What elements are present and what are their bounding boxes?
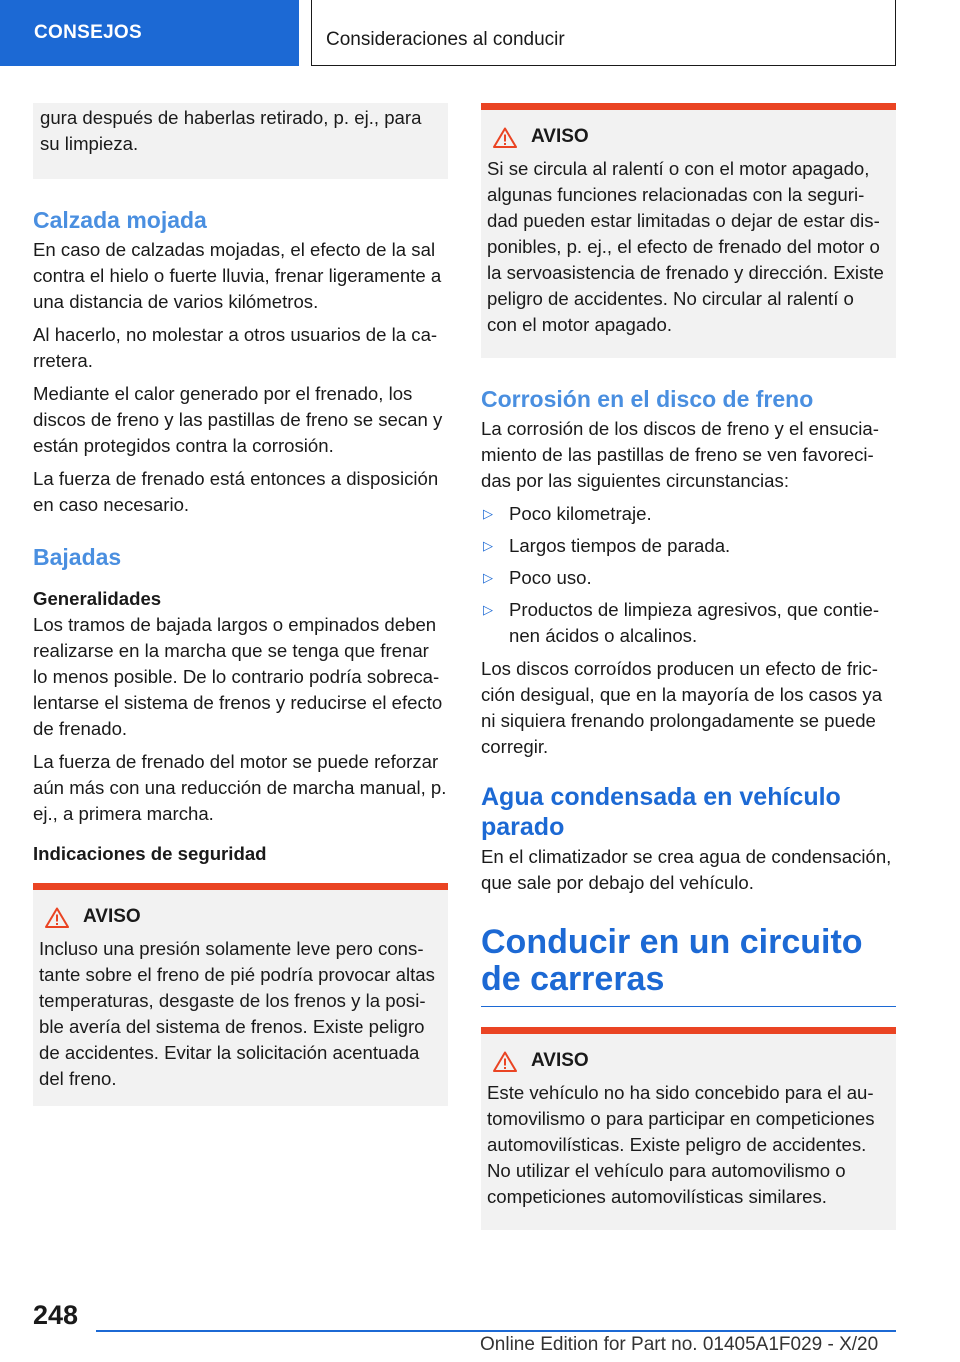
warning-box (33, 883, 448, 1106)
heading-corrosion: Corrosión en el disco de freno (481, 386, 814, 412)
warning-title (487, 1048, 888, 1074)
warning-triangle-icon (493, 1051, 517, 1072)
triangle-bullet-icon: ▷ (483, 602, 493, 617)
page-number: 248 (33, 1300, 79, 1330)
paragraph: Mediante el calor generado por el frenado, los discos de freno y las pastillas de freno se secan y están protegidos contra la corrosión. (33, 383, 443, 456)
triangle-bullet-icon: ▷ (483, 506, 493, 521)
bullet-list (481, 501, 896, 649)
page-header (0, 0, 960, 66)
paragraph: En caso de calzadas mojadas, el efecto de la sal contra el hielo o fuerte lluvia, frenar ligeramente a una distancia de varios kilómetros. (33, 239, 442, 312)
warning-title-text: AVISO (531, 126, 589, 147)
subheading-general: Generalidades (33, 588, 162, 609)
paragraph: La fuerza de frenado está entonces a disposición en caso necesario. (33, 468, 439, 515)
warning-text: Si se circula al ralentí o con el motor apagado, algunas funciones relacionadas con la seguridad pueden estar limitadas o dejar de estar disponibles, p. ej., el efecto de frenado del motor o la servoasistencia de frenado y dirección. Existe peligro de accidentes. No circular al ralentí o con el motor apagado. (487, 158, 884, 335)
continued-text: gura después de haberlas retirado, p. ej., para su limpieza. (40, 107, 422, 154)
chapter-title: Consideraciones al conducir (311, 0, 896, 66)
paragraph: La fuerza de frenado del motor se puede reforzar aún más con una reducción de marcha manual, p. ej., a primera marcha. (33, 751, 447, 824)
paragraph: En el climatizador se crea agua de condensación, que sale por debajo del vehículo. (481, 846, 892, 893)
paragraph: Los discos corroídos producen un efecto de fricción desigual, que en la mayoría de los casos ya ni siquiera frenando prolongadamente se puede corregir. (481, 658, 883, 757)
warning-triangle-icon (45, 907, 69, 928)
triangle-bullet-icon: ▷ (483, 538, 493, 553)
heading-downhill: Bajadas (33, 544, 122, 570)
subheading-safety: Indicaciones de seguridad (33, 843, 267, 864)
warning-text: Este vehículo no ha sido concebido para el automovilismo o para participar en competiciones automovilísticas. Existe peligro de accidentes. No utilizar el vehículo para automovilismo o competiciones automovilísticas similares. (487, 1082, 875, 1207)
paragraph: Los tramos de bajada largos o empinados deben realizarse en la marcha que se tenga que frenar lo menos posible. De lo contrario podría sobrecalentarse el sistema de frenos y reducirse el efecto de frenado. (33, 614, 443, 739)
warning-triangle-icon (493, 127, 517, 148)
warning-title (487, 124, 888, 150)
triangle-bullet-icon: ▷ (483, 570, 493, 585)
right-column (481, 103, 896, 1230)
warning-title-text: AVISO (531, 1050, 589, 1071)
section-tab: CONSEJOS (0, 0, 299, 66)
warning-box (481, 103, 896, 358)
warning-text: Incluso una presión solamente leve pero constante sobre el freno de pié podría provocar altas temperaturas, desgaste de los frenos y la posible avería del sistema de frenos. Existe peligro de accidentes. Evitar la solicitación acentuada del freno. (39, 938, 435, 1089)
heading-circuit: Conducir en un circuito de carreras (481, 924, 896, 1007)
list-item: ▷ Largos tiempos de parada. (481, 533, 896, 559)
list-item: ▷ Poco uso. (481, 565, 896, 591)
continued-box (33, 103, 448, 179)
warning-title-text: AVISO (83, 906, 141, 927)
list-item: ▷ Poco kilometraje. (481, 501, 896, 527)
paragraph: Al hacerlo, no molestar a otros usuarios de la carretera. (33, 324, 438, 371)
heading-condensation: Agua condensada en vehículo parado (481, 783, 841, 841)
paragraph: La corrosión de los discos de freno y el ensuciamiento de las pastillas de freno se ven favorecidas por las siguientes circunstancias: (481, 418, 879, 491)
warning-title (39, 904, 440, 930)
warning-box (481, 1027, 896, 1230)
left-column (33, 103, 448, 1106)
list-item: ▷ Productos de limpieza agresivos, que contienen ácidos o alcalinos. (481, 597, 896, 649)
heading-wet-road: Calzada mojada (33, 207, 207, 233)
edition-text: Online Edition for Part no. 01405A1F029 - X/20 (480, 1334, 879, 1355)
